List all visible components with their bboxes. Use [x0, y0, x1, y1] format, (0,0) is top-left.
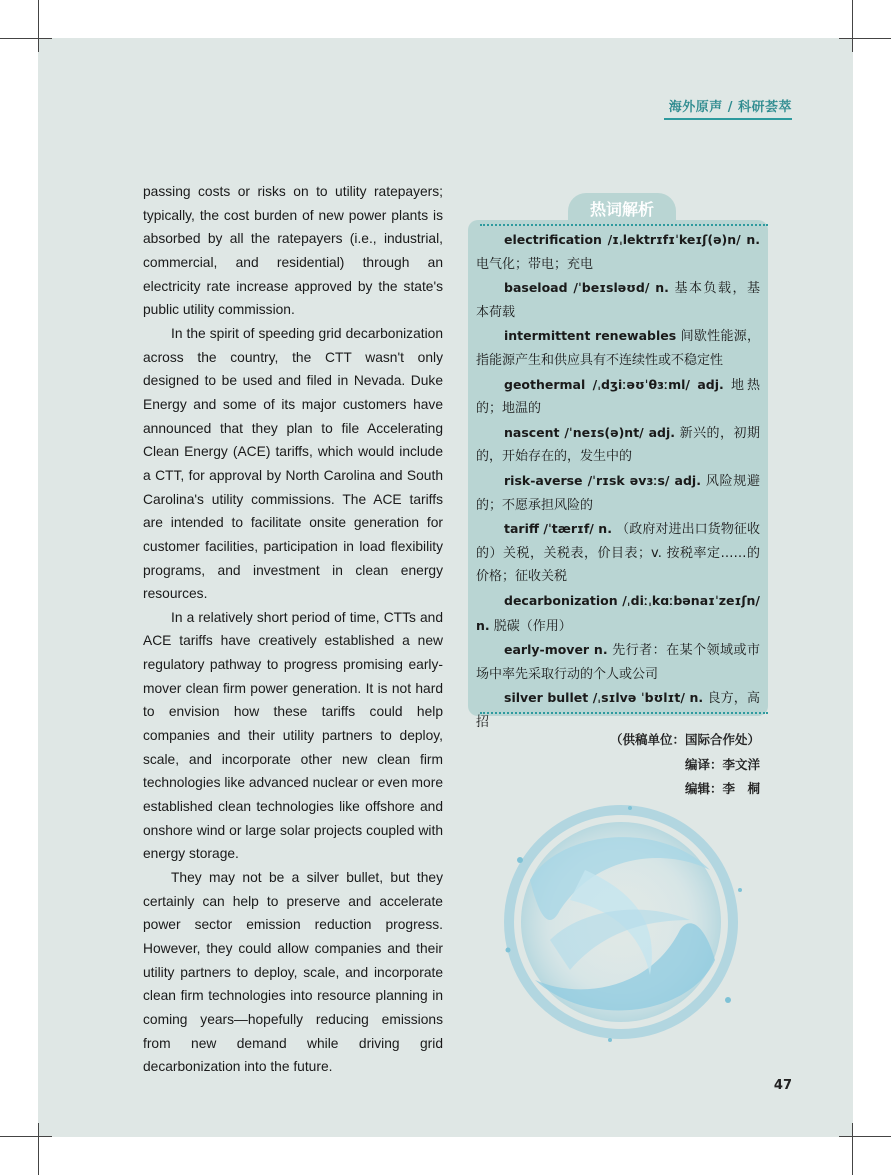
vocab-term: early-mover n. — [504, 642, 608, 658]
vocab-definition: 脱碳（作用） — [493, 618, 572, 634]
vocab-definition: 良方，高招 — [476, 691, 760, 730]
vocab-definition: 地热的；地温的 — [476, 377, 760, 417]
vocab-term: baseload /ˈbeɪsləʊd/ n. — [504, 280, 669, 296]
vocab-term: nascent /ˈneɪs(ə)nt/ adj. — [504, 424, 675, 440]
vocab-term: silver bullet /ˌsɪlvə ˈbʊlɪt/ n. — [504, 690, 704, 706]
vocab-definition: 先行者：在某个领域或市场中率先采取行动的个人或公司 — [476, 643, 760, 682]
vocab-list — [476, 228, 760, 734]
credit-editor: 编辑：李 桐 — [684, 781, 760, 796]
crop-mark — [0, 38, 52, 39]
vocab-term: electrification /ɪˌlektrɪfɪˈkeɪʃ(ə)n/ n. — [504, 232, 760, 247]
vocab-item — [476, 228, 760, 276]
vocab-item — [476, 373, 760, 421]
crop-mark — [38, 0, 39, 52]
vocab-item — [476, 517, 760, 589]
vocab-definition: （政府对进出口货物征收的）关税，关税表，价目表；v. 按税率定……的价格；征收关税 — [476, 522, 760, 585]
crop-mark — [0, 1136, 52, 1137]
vocab-title: 热词解析 — [568, 193, 676, 227]
vocab-term: geothermal /ˌdʒiːəʊˈθɜːml/ adj. — [504, 376, 724, 392]
article-paragraph: They may not be a silver bullet, but they certainly can help to preserve and accelerate power sector emission reduction progress. However, they could allow companies and their utility partners to deploy, scale, and incorporate clean firm technologies into resource planning in coming years—hopefully reducing emissions from new demand while driving grid decarbonization into the future. — [143, 870, 443, 1075]
section-header: 海外原声 / 科研荟萃 — [668, 100, 792, 115]
vocab-item — [476, 421, 760, 469]
vocab-term: intermittent renewables — [504, 328, 677, 344]
article-body — [143, 180, 443, 1079]
vocab-item — [476, 324, 760, 372]
water-swirl-illustration — [490, 800, 752, 1045]
vocab-term: tariff /ˈtærɪf/ n. — [504, 521, 612, 537]
article-paragraph: In the spirit of speeding grid decarbonization across the country, the CTT wasn't only designed to be used and filed in Nevada. Duke Energy and some of its major customers have announced that they plan to file Accelerating Clean Energy (ACE) tariffs, which would include a CTT, for approval by North Carolina and South Carolina's utility commissions. The ACE tariffs are intended to facilitate onsite generation for customer facilities, participation in load flexibility programs, and investment in clean energy resources. — [143, 325, 443, 602]
crop-mark — [852, 0, 853, 52]
credit-supplier: （供稿单位：国际合作处） — [609, 732, 760, 747]
vocab-divider-top — [480, 224, 768, 226]
page-number: 47 — [773, 1078, 792, 1093]
vocab-definition: 间歇性能源，指能源产生和供应具有不连续性或不稳定性 — [476, 329, 760, 368]
vocab-definition: 电气化；带电；充电 — [476, 256, 594, 272]
vocab-item — [476, 276, 760, 324]
vocab-definition: 风险规避的；不愿承担风险的 — [476, 473, 760, 513]
article-paragraph: In a relatively short period of time, CTTs and ACE tariffs have creatively established a new regulatory pathway to progress promising early-mover clean firm power generation. It is not hard to envision how these tariffs could help companies and their utility partners to deploy, scale, and incorporate other new clean firm technologies like advanced nuclear or even more established clean technologies like offshore and onshore wind or large solar projects coupled with energy storage. — [143, 609, 443, 862]
credit-translator: 编译：李文洋 — [684, 756, 760, 772]
header-underline — [664, 118, 792, 120]
vocab-definition: 新兴的，初期的，开始存在的，发生中的 — [476, 425, 760, 465]
vocab-term: decarbonization /ˌdiːˌkɑːbənaɪˈzeɪʃn/ n. — [476, 592, 760, 633]
crop-mark — [38, 1123, 39, 1175]
article-paragraph: passing costs or risks on to utility ratepayers; typically, the cost burden of new power plants is absorbed by all the ratepayers (i.e., industrial, commercial, and residential) through an electricity rate increase approved by the state's public utility commission. — [143, 184, 443, 318]
credits — [560, 728, 760, 802]
vocab-item — [476, 589, 760, 638]
vocab-term: risk-averse /ˈrɪsk əvɜːs/ adj. — [504, 472, 701, 488]
vocab-item — [476, 638, 760, 686]
crop-mark — [839, 1136, 891, 1137]
crop-mark — [852, 1123, 853, 1175]
vocab-definition: 基本负载，基本荷载 — [476, 281, 760, 320]
vocab-item — [476, 469, 760, 517]
crop-mark — [839, 38, 891, 39]
